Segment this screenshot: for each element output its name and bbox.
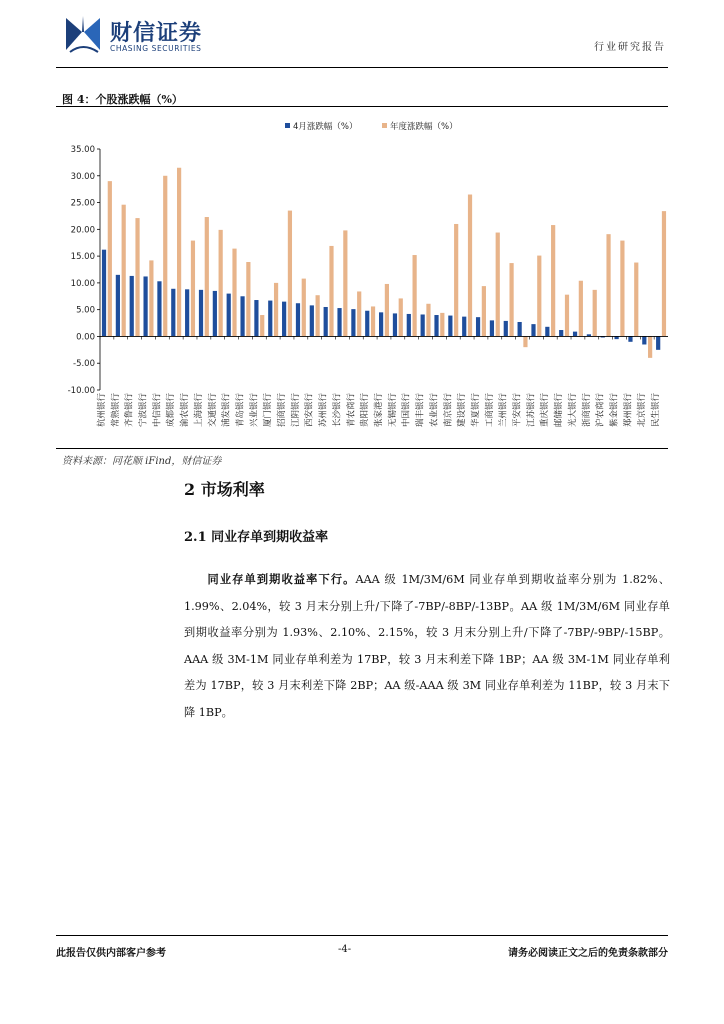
bar-april [351, 309, 355, 336]
bar-ytd [648, 336, 652, 357]
y-tick-label: 35.00 [70, 145, 95, 155]
figure-title: 图 4：个股涨跌幅（%） [62, 93, 183, 106]
x-category-label: 华夏银行 [470, 393, 481, 428]
x-category-label: 西安银行 [304, 393, 315, 428]
body-paragraph [184, 566, 670, 726]
bar-april [116, 275, 120, 337]
x-category-label: 江苏银行 [526, 393, 537, 428]
bar-april [545, 327, 549, 337]
bar-april [559, 330, 563, 336]
x-category-label: 北京银行 [637, 393, 648, 428]
y-tick-label: -5.00 [73, 359, 95, 370]
bar-ytd [634, 263, 638, 337]
stock-change-bar-chart [56, 112, 668, 450]
x-category-label: 杭州银行 [96, 393, 107, 428]
bar-april [615, 336, 619, 339]
section-heading: 2 市场利率 [184, 480, 265, 499]
x-category-label: 光大银行 [567, 393, 578, 428]
bar-ytd [426, 304, 430, 337]
bar-april [213, 291, 217, 337]
bar-april [518, 322, 522, 336]
bar-ytd [108, 181, 112, 336]
x-category-label: 上海银行 [193, 393, 204, 428]
bar-ytd [496, 233, 500, 337]
x-category-label: 沪农商行 [595, 393, 606, 428]
bar-april [448, 316, 452, 337]
bar-april [268, 301, 272, 337]
x-category-label: 宁波银行 [138, 393, 149, 428]
x-category-label: 厦门银行 [263, 393, 274, 428]
bar-ytd [260, 315, 264, 336]
bar-april [185, 289, 189, 336]
bar-ytd [413, 255, 417, 336]
footer-disclaimer-right: 请务必阅读正文之后的免责条款部分 [508, 948, 668, 959]
bar-ytd [593, 290, 597, 337]
bar-ytd [302, 279, 306, 337]
bar-ytd [177, 168, 181, 337]
x-category-label: 青岛银行 [235, 393, 246, 428]
bar-april [282, 302, 286, 337]
x-category-label: 农业银行 [429, 393, 440, 428]
bar-april [531, 324, 535, 336]
bar-april [462, 317, 466, 337]
bar-ytd [357, 291, 361, 336]
company-logo-icon [62, 14, 104, 54]
y-tick-label: 25.00 [70, 198, 95, 209]
y-tick-label: 30.00 [70, 171, 95, 182]
bar-april [157, 281, 161, 336]
x-category-label: 贵阳银行 [360, 393, 371, 428]
bar-april [130, 276, 134, 337]
logo-chinese-name: 财信证券 [110, 21, 203, 46]
x-category-label: 江阴银行 [290, 393, 301, 428]
bar-april [476, 317, 480, 336]
bar-april [171, 289, 175, 337]
footer-disclaimer-left: 此报告仅供内部客户参考 [56, 948, 166, 959]
bar-april [337, 308, 341, 336]
bar-ytd [468, 195, 472, 337]
bar-april [504, 321, 508, 337]
x-category-label: 青农商行 [346, 393, 357, 428]
bar-ytd [205, 217, 209, 336]
x-category-label: 浦发银行 [221, 393, 232, 428]
bar-april [310, 305, 314, 336]
bar-april [490, 320, 494, 336]
bar-april [102, 250, 106, 337]
bar-ytd [662, 211, 666, 336]
bar-ytd [579, 281, 583, 337]
x-category-label: 兰州银行 [498, 393, 509, 428]
bar-ytd [565, 295, 569, 337]
x-category-label: 中信银行 [152, 393, 163, 428]
bar-ytd [135, 218, 139, 336]
header-divider [56, 67, 668, 68]
bar-ytd [537, 256, 541, 337]
bar-ytd [606, 234, 610, 336]
y-tick-label: 0.00 [76, 332, 95, 343]
paragraph-body: AAA 级 1M/3M/6M 同业存单到期收益率分别为 1.82%、1.99%、2.04%，较 3 月末分别上升/下降了-7BP/-8BP/-13BP。AA 级 1M/3M/6M 同业存单到期收益率分别为 1.93%、2.10%、2.15%，较 3 月末分别上升/下降了-7BP/-9BP/-15BP。AAA 级 3M-1M 同业存单利差为 17BP，较 3 月末利差下降 1BP；AA 级 3M-1M 同业存单利差为 17BP，较 3 月末利差下降 2BP；AA 级-AAA 级 3M 同业存单利差为 11BP，较 3 月末下降 1BP。 [184, 573, 670, 719]
legend-label: 4月涨跌幅（%） [293, 122, 358, 132]
x-category-label: 成都银行 [166, 393, 177, 428]
x-category-label: 常熟银行 [110, 393, 121, 428]
bar-april [324, 307, 328, 336]
bar-april [393, 313, 397, 336]
bar-ytd [246, 262, 250, 336]
page-number: -4- [338, 944, 352, 955]
y-tick-label: 15.00 [70, 252, 95, 263]
legend-label: 年度涨跌幅（%） [390, 122, 458, 132]
x-category-label: 邮储银行 [554, 393, 565, 428]
bar-april [240, 296, 244, 336]
bar-ytd [149, 260, 153, 336]
figure-title-divider [56, 106, 668, 107]
bar-april [642, 336, 646, 344]
y-tick-label: 10.00 [70, 278, 95, 289]
legend-swatch [382, 123, 387, 128]
x-category-label: 民生银行 [651, 393, 662, 428]
bar-ytd [316, 295, 320, 336]
paragraph-lead: 同业存单到期收益率下行。 [206, 572, 356, 586]
x-category-label: 长沙银行 [332, 393, 343, 428]
bar-april [628, 336, 632, 341]
bar-april [379, 312, 383, 336]
x-category-label: 重庆银行 [540, 393, 551, 428]
report-type: 行业研究报告 [594, 42, 666, 53]
bar-april [254, 300, 258, 336]
bar-ytd [274, 283, 278, 337]
bar-april [296, 303, 300, 336]
y-tick-label: -10.00 [67, 386, 95, 396]
bar-april [434, 315, 438, 336]
x-category-label: 瑞丰银行 [415, 393, 426, 428]
x-category-label: 渝农银行 [180, 393, 191, 428]
bar-ytd [163, 176, 167, 337]
bar-ytd [551, 225, 555, 336]
bar-ytd [122, 205, 126, 337]
bar-april [227, 294, 231, 337]
bar-ytd [329, 246, 333, 337]
footer-divider [56, 935, 668, 936]
bar-ytd [219, 230, 223, 337]
bar-ytd [440, 313, 444, 337]
x-category-label: 兴业银行 [249, 393, 260, 428]
bar-april [407, 314, 411, 336]
bar-ytd [482, 286, 486, 336]
bar-ytd [620, 241, 624, 337]
page-header [56, 12, 668, 68]
x-category-label: 招商银行 [277, 393, 288, 428]
x-category-label: 中国银行 [401, 393, 412, 428]
x-category-label: 郑州银行 [623, 393, 634, 428]
legend-swatch [285, 123, 290, 128]
y-tick-label: 20.00 [70, 225, 95, 236]
bar-ytd [399, 298, 403, 336]
subsection-heading: 2.1 同业存单到期收益率 [184, 530, 329, 545]
x-category-label: 浙商银行 [581, 393, 592, 428]
bar-ytd [343, 230, 347, 336]
x-category-label: 南京银行 [443, 393, 454, 428]
bar-ytd [288, 211, 292, 337]
bar-ytd [509, 263, 513, 336]
bar-april [365, 311, 369, 337]
bar-ytd [191, 241, 195, 337]
bar-ytd [371, 306, 375, 336]
figure-source: 资料来源：同花顺 iFind，财信证券 [62, 456, 222, 467]
bar-ytd [454, 224, 458, 336]
x-category-label: 建设银行 [457, 393, 468, 428]
x-category-label: 无锡银行 [387, 393, 398, 428]
bar-ytd [232, 249, 236, 337]
x-category-label: 交通银行 [207, 393, 218, 428]
bar-april [143, 276, 147, 336]
figure-bottom-divider [56, 448, 668, 449]
y-tick-label: 5.00 [76, 305, 95, 316]
x-category-label: 苏州银行 [318, 393, 329, 428]
bar-april [421, 314, 425, 336]
bar-ytd [385, 284, 389, 336]
x-category-label: 平安银行 [512, 393, 523, 428]
x-category-label: 工商银行 [484, 393, 495, 428]
bar-ytd [523, 336, 527, 347]
bar-april [656, 336, 660, 349]
x-category-label: 齐鲁银行 [124, 393, 135, 428]
x-category-label: 紫金银行 [609, 393, 620, 428]
x-category-label: 张家港行 [374, 393, 384, 428]
logo-english-name: CHASING SECURITIES [110, 44, 202, 53]
bar-april [199, 290, 203, 337]
bar-april [573, 332, 577, 337]
